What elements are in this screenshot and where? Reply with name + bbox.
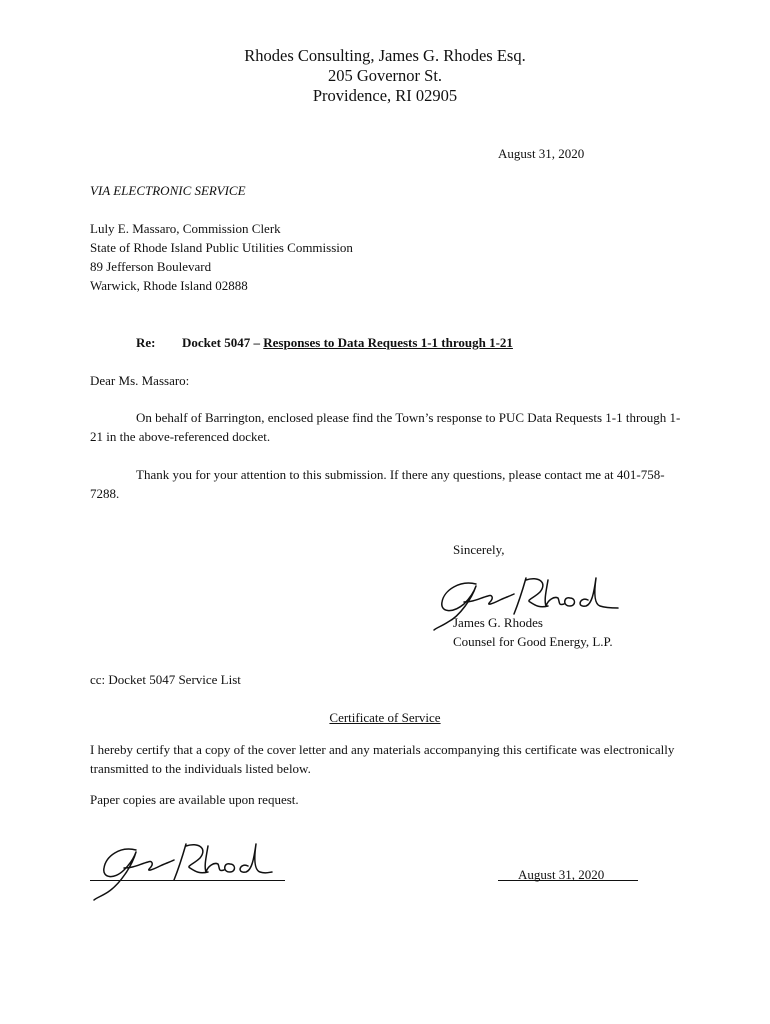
re-subject: Responses to Data Requests 1-1 through 1-21	[263, 335, 513, 350]
certificate-text: I hereby certify that a copy of the cover letter and any materials accompanying this certificate was electronically transmitted to the individuals listed below.	[90, 742, 675, 776]
recipient-name: Luly E. Massaro, Commission Clerk	[90, 221, 281, 236]
letterhead-city: Providence, RI 02905	[312, 86, 458, 105]
re-line	[182, 333, 513, 352]
body-paragraph-1: On behalf of Barrington, enclosed please find the Town’s response to PUC Data Requests 1-1 through 1-21 in the above-referenced docket.	[90, 410, 681, 444]
certificate-note: Paper copies are available upon request.	[90, 792, 299, 807]
delivery-method: VIA ELECTRONIC SERVICE	[90, 183, 246, 198]
certificate-heading: Certificate of Service	[329, 710, 441, 725]
re-docket: Docket 5047 –	[182, 335, 260, 350]
certificate-date: August 31, 2020	[518, 867, 605, 882]
letterhead-street: 205 Governor St.	[327, 66, 443, 85]
letter-date: August 31, 2020	[498, 146, 585, 161]
body-paragraph-2: Thank you for your attention to this submission. If there any questions, please contact me at 401-758-7288.	[90, 467, 665, 501]
salutation: Dear Ms. Massaro:	[90, 373, 190, 388]
letterhead-firm: Rhodes Consulting, James G. Rhodes Esq.	[244, 46, 526, 65]
signer-name: James G. Rhodes	[453, 615, 543, 630]
certificate-signature-image	[92, 838, 282, 902]
signer-title: Counsel for Good Energy, L.P.	[453, 634, 613, 649]
letterhead	[0, 46, 770, 106]
recipient-organization: State of Rhode Island Public Utilities Commission	[90, 240, 353, 255]
signer-block	[453, 613, 613, 651]
re-label: Re:	[136, 335, 156, 350]
recipient-street: 89 Jefferson Boulevard	[90, 259, 212, 274]
closing: Sincerely,	[453, 542, 505, 557]
cc-line: cc: Docket 5047 Service List	[90, 672, 241, 687]
recipient-city: Warwick, Rhode Island 02888	[90, 278, 248, 293]
recipient-address	[90, 219, 353, 295]
